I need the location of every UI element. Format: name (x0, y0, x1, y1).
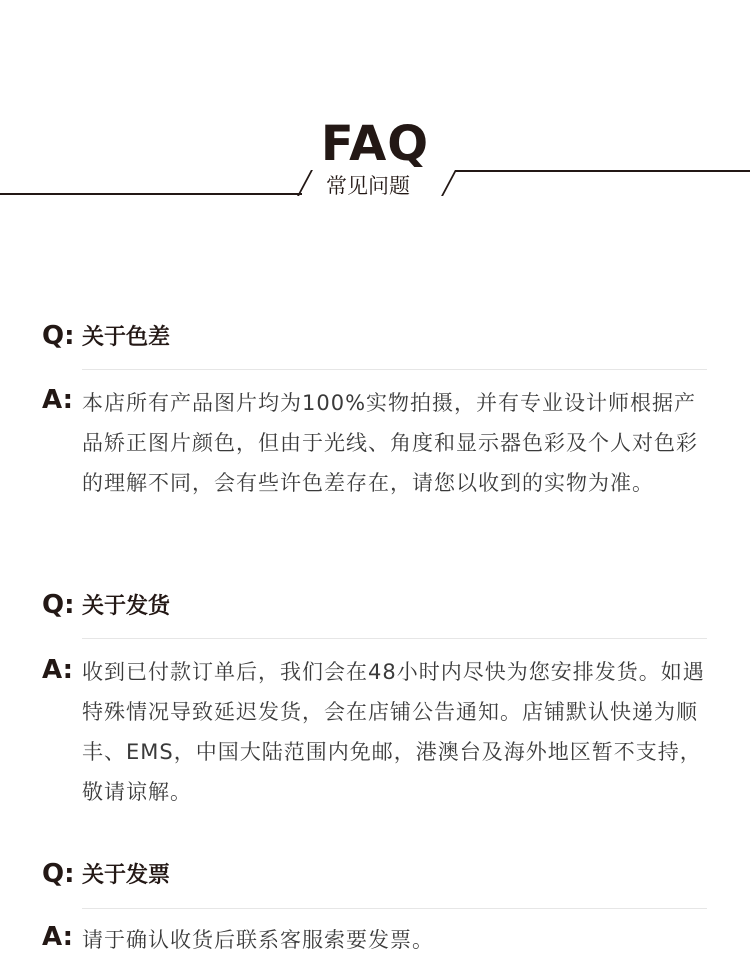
header-rule-right (456, 170, 750, 172)
page-subtitle: 常见问题 (326, 174, 410, 198)
header-slash-left (297, 170, 313, 196)
answer-mark: A: (42, 655, 74, 685)
answer-text: 本店所有产品图片均为100%实物拍摄，并有专业设计师根据产品矫正图片颜色，但由于光线、角度和显示器色彩及个人对色彩的理解不同，会有些许色差存在，请您以收到的实物为准。 (82, 391, 698, 495)
answer-mark: A: (42, 922, 74, 952)
faq-question-shipping (42, 589, 170, 620)
header-rule-left (0, 193, 302, 195)
answer-text: 请于确认收货后联系客服索要发票。 (82, 928, 434, 952)
faq-question-invoice (42, 858, 170, 889)
header-slash-right (441, 170, 457, 196)
answer-mark: A: (42, 385, 74, 415)
question-mark: Q: (42, 590, 75, 620)
faq-question-color (42, 320, 170, 351)
question-mark: Q: (42, 859, 75, 889)
question-text: 关于色差 (82, 325, 171, 350)
page-title: FAQ (320, 116, 430, 172)
question-mark: Q: (42, 321, 75, 351)
faq-divider (82, 908, 707, 909)
question-text: 关于发货 (82, 594, 171, 619)
faq-divider (82, 369, 707, 370)
question-text: 关于发票 (82, 863, 171, 888)
answer-text: 收到已付款订单后，我们会在48小时内尽快为您安排发货。如遇特殊情况导致延迟发货，会在店铺公告通知。店铺默认快递为顺丰、EMS，中国大陆范围内免邮，港澳台及海外地区暂不支持，敬请谅解。 (82, 660, 705, 804)
faq-divider (82, 638, 707, 639)
